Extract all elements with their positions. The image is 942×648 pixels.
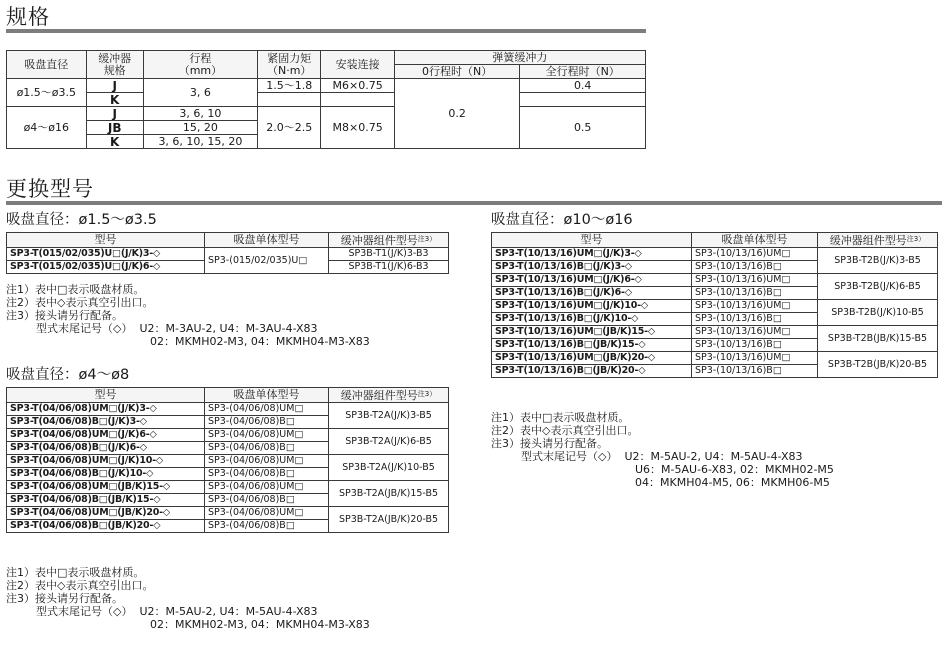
t2-unit: SP3-(04/06/08)B□ bbox=[205, 442, 329, 455]
g1-spring-full-blank bbox=[520, 93, 646, 107]
t2-note-1: 注1）表中□表示吸盘材质。 bbox=[6, 566, 145, 579]
t3-model: SP3-T(10/13/16)UM□(J/K)6-◇ bbox=[492, 274, 692, 287]
t1-kit: SP3B-T1(J/K)6-B3 bbox=[329, 261, 449, 274]
table-row bbox=[492, 352, 938, 365]
t2-unit: SP3-(04/06/08)UM□ bbox=[205, 403, 329, 416]
t2-model: SP3-T(04/06/08)UM□(JB/K)15-◇ bbox=[7, 481, 205, 494]
g1-connection-blank bbox=[321, 93, 394, 107]
t3-unit: SP3-(10/13/16)UM□ bbox=[692, 274, 818, 287]
t3-unit: SP3-(10/13/16)B□ bbox=[692, 287, 818, 300]
t2-model: SP3-T(04/06/08)B□(J/K)10-◇ bbox=[7, 468, 205, 481]
t3-hdr-model: 型号 bbox=[492, 233, 692, 248]
t2-model: SP3-T(04/06/08)B□(JB/K)15-◇ bbox=[7, 494, 205, 507]
table-row bbox=[7, 481, 449, 494]
t2-hdr-unit: 吸盘单体型号 bbox=[205, 388, 329, 403]
t3-suffix-line: U6：M-5AU-6-X83, 02：MKMH02-M5 bbox=[635, 463, 834, 476]
t3-unit: SP3-(10/13/16)UM□ bbox=[692, 248, 818, 261]
t2-unit: SP3-(04/06/08)UM□ bbox=[205, 507, 329, 520]
g1-torque: 1.5～1.8 bbox=[258, 79, 321, 93]
t3-kit: SP3B-T2B(J/K)10-B5 bbox=[818, 300, 938, 326]
t1-table bbox=[6, 232, 449, 274]
table-row bbox=[7, 455, 449, 468]
t3-model: SP3-T(10/13/16)UM□(J/K)3-◇ bbox=[492, 248, 692, 261]
g1-diameter: ø1.5～ø3.5 bbox=[7, 79, 87, 107]
t1-notes bbox=[6, 283, 370, 348]
t1-hdr-unit: 吸盘单体型号 bbox=[205, 233, 329, 248]
t3-kit: SP3B-T2B(JB/K)20-B5 bbox=[818, 352, 938, 378]
g2-buffer-k: K bbox=[86, 135, 143, 149]
t3-model: SP3-T(10/13/16)B□(J/K)6-◇ bbox=[492, 287, 692, 300]
t2-unit: SP3-(04/06/08)UM□ bbox=[205, 429, 329, 442]
t2-note-2: 注2）表中◇表示真空引出口。 bbox=[6, 579, 154, 592]
t2-table bbox=[6, 387, 449, 533]
t2-model: SP3-T(04/06/08)B□(J/K)3-◇ bbox=[7, 416, 205, 429]
table-row bbox=[7, 429, 449, 442]
t1-note-1: 注1）表中□表示吸盘材质。 bbox=[6, 283, 145, 296]
hdr-spring-full: 全行程时（N） bbox=[520, 65, 646, 79]
t2-model: SP3-T(04/06/08)B□(JB/K)20-◇ bbox=[7, 520, 205, 533]
t2-kit: SP3B-T2A(J/K)10-B5 bbox=[329, 455, 449, 481]
t3-notes bbox=[491, 411, 834, 489]
t1-suffix-line: U2：M-3AU-2, U4：M-3AU-4-X83 bbox=[139, 322, 318, 335]
t1-hdr-kit: 缓冲器组件型号$^{注3)}$ bbox=[329, 233, 449, 248]
g1-buffer-j: J bbox=[86, 79, 143, 93]
t2-unit: SP3-(04/06/08)B□ bbox=[205, 494, 329, 507]
spring-zero-value: 0.2 bbox=[394, 79, 520, 149]
t3-model: SP3-T(10/13/16)B□(JB/K)15-◇ bbox=[492, 339, 692, 352]
t2-kit: SP3B-T2A(JB/K)20-B5 bbox=[329, 507, 449, 533]
replace-title: 更换型号 bbox=[6, 177, 94, 201]
t3-model: SP3-T(10/13/16)B□(JB/K)20-◇ bbox=[492, 365, 692, 378]
specs-title-bar bbox=[6, 29, 646, 33]
t2-model: SP3-T(04/06/08)UM□(J/K)6-◇ bbox=[7, 429, 205, 442]
t3-note-2: 注2）表中◇表示真空引出口。 bbox=[491, 424, 639, 437]
t3-unit: SP3-(10/13/16)B□ bbox=[692, 261, 818, 274]
t3-subtitle: 吸盘直径：ø10～ø16 bbox=[491, 212, 633, 228]
g2-connection: M8×0.75 bbox=[321, 107, 394, 149]
table-row bbox=[7, 403, 449, 416]
specs-title: 规格 bbox=[6, 5, 50, 29]
g2-diameter: ø4～ø16 bbox=[7, 107, 87, 149]
t3-suffix-row bbox=[491, 450, 834, 463]
g2-torque: 2.0～2.5 bbox=[258, 107, 321, 149]
g2-stroke-j: 3, 6, 10 bbox=[143, 107, 257, 121]
t2-unit: SP3-(04/06/08)UM□ bbox=[205, 455, 329, 468]
t2-unit: SP3-(04/06/08)B□ bbox=[205, 520, 329, 533]
t2-notes bbox=[6, 566, 370, 631]
t1-model: SP3-T(015/02/035)U□(J/K)6-◇ bbox=[7, 261, 205, 274]
hdr-spring: 弹簧缓冲力 bbox=[394, 51, 645, 65]
t1-suffix-label: 型式末尾记号（◇） bbox=[36, 322, 133, 335]
t3-hdr-kit: 缓冲器组件型号$^{注3)}$ bbox=[818, 233, 938, 248]
t1-hdr-model: 型号 bbox=[7, 233, 205, 248]
t3-model: SP3-T(10/13/16)UM□(J/K)10-◇ bbox=[492, 300, 692, 313]
t2-subtitle: 吸盘直径：ø4～ø8 bbox=[6, 367, 130, 383]
t2-hdr-model: 型号 bbox=[7, 388, 205, 403]
t2-kit: SP3B-T2A(J/K)6-B5 bbox=[329, 429, 449, 455]
t2-body bbox=[7, 403, 449, 533]
t2-suffix-line: U2：M-5AU-2, U4：M-5AU-4-X83 bbox=[139, 605, 318, 618]
g2-stroke-k: 3, 6, 10, 15, 20 bbox=[143, 135, 257, 149]
t2-kit: SP3B-T2A(J/K)3-B5 bbox=[329, 403, 449, 429]
t3-body bbox=[492, 248, 938, 378]
t2-model: SP3-T(04/06/08)UM□(J/K)10-◇ bbox=[7, 455, 205, 468]
t3-unit: SP3-(10/13/16)UM□ bbox=[692, 326, 818, 339]
specs-table bbox=[6, 50, 646, 149]
hdr-spring-zero: 0行程时（N） bbox=[394, 65, 520, 79]
t3-note-1: 注1）表中□表示吸盘材质。 bbox=[491, 411, 630, 424]
hdr-buffer: 缓冲器 规格 bbox=[86, 51, 143, 79]
table-row bbox=[492, 300, 938, 313]
t1-suffix-line: 02：MKMH02-M3, 04：MKMH04-M3-X83 bbox=[150, 335, 370, 348]
t1-kit: SP3B-T1(J/K)3-B3 bbox=[329, 248, 449, 261]
t3-unit: SP3-(10/13/16)UM□ bbox=[692, 352, 818, 365]
hdr-connection: 安装连接 bbox=[321, 51, 394, 79]
t1-unit: SP3-(015/02/035)U□ bbox=[205, 248, 329, 274]
t2-model: SP3-T(04/06/08)B□(J/K)6-◇ bbox=[7, 442, 205, 455]
t1-note-2: 注2）表中◇表示真空引出口。 bbox=[6, 296, 154, 309]
t3-unit: SP3-(10/13/16)B□ bbox=[692, 339, 818, 352]
t3-hdr-unit: 吸盘单体型号 bbox=[692, 233, 818, 248]
hdr-diameter: 吸盘直径 bbox=[7, 51, 87, 79]
t3-suffix-line: 04：MKMH04-M5, 06：MKMH06-M5 bbox=[635, 476, 830, 489]
t2-unit: SP3-(04/06/08)UM□ bbox=[205, 481, 329, 494]
t2-unit: SP3-(04/06/08)B□ bbox=[205, 468, 329, 481]
g2-stroke-jb: 15, 20 bbox=[143, 121, 257, 135]
t1-model: SP3-T(015/02/035)U□(J/K)3-◇ bbox=[7, 248, 205, 261]
t3-model: SP3-T(10/13/16)B□(J/K)10-◇ bbox=[492, 313, 692, 326]
t3-table bbox=[491, 232, 938, 378]
t2-model: SP3-T(04/06/08)UM□(JB/K)20-◇ bbox=[7, 507, 205, 520]
table-row bbox=[492, 326, 938, 339]
t3-kit: SP3B-T2B(J/K)3-B5 bbox=[818, 248, 938, 274]
g1-stroke: 3, 6 bbox=[143, 79, 257, 107]
t2-suffix-row bbox=[6, 605, 370, 618]
g2-buffer-j: J bbox=[86, 107, 143, 121]
t1-note-3: 注3）接头请另行配备。 bbox=[6, 309, 123, 322]
t3-unit: SP3-(10/13/16)B□ bbox=[692, 313, 818, 326]
t3-suffix-label: 型式末尾记号（◇） bbox=[521, 450, 618, 463]
t3-unit: SP3-(10/13/16)B□ bbox=[692, 365, 818, 378]
t2-model: SP3-T(04/06/08)UM□(J/K)3-◇ bbox=[7, 403, 205, 416]
g1-buffer-k: K bbox=[86, 93, 143, 107]
t3-unit: SP3-(10/13/16)UM□ bbox=[692, 300, 818, 313]
table-row bbox=[7, 507, 449, 520]
t2-hdr-kit: 缓冲器组件型号$^{注3)}$ bbox=[329, 388, 449, 403]
g1-torque-blank bbox=[258, 93, 321, 107]
hdr-stroke: 行程 （mm） bbox=[143, 51, 257, 79]
table-row bbox=[492, 248, 938, 261]
t2-kit: SP3B-T2A(JB/K)15-B5 bbox=[329, 481, 449, 507]
t2-unit: SP3-(04/06/08)B□ bbox=[205, 416, 329, 429]
t3-note-3: 注3）接头请另行配备。 bbox=[491, 437, 608, 450]
t3-suffix-line: U2：M-5AU-2, U4：M-5AU-4-X83 bbox=[624, 450, 803, 463]
g1-connection: M6×0.75 bbox=[321, 79, 394, 93]
t1-subtitle: 吸盘直径：ø1.5～ø3.5 bbox=[6, 212, 157, 228]
t3-model: SP3-T(10/13/16)B□(J/K)3-◇ bbox=[492, 261, 692, 274]
t3-model: SP3-T(10/13/16)UM□(JB/K)20-◇ bbox=[492, 352, 692, 365]
g2-buffer-jb: JB bbox=[86, 121, 143, 135]
t3-kit: SP3B-T2B(J/K)6-B5 bbox=[818, 274, 938, 300]
t2-suffix-line: 02：MKMH02-M3, 04：MKMH04-M3-X83 bbox=[150, 618, 370, 631]
g1-spring-full: 0.4 bbox=[520, 79, 646, 93]
t2-suffix-label: 型式末尾记号（◇） bbox=[36, 605, 133, 618]
t3-kit: SP3B-T2B(JB/K)15-B5 bbox=[818, 326, 938, 352]
replace-title-bar bbox=[6, 201, 942, 205]
table-row bbox=[492, 274, 938, 287]
t2-note-3: 注3）接头请另行配备。 bbox=[6, 592, 123, 605]
t3-model: SP3-T(10/13/16)UM□(JB/K)15-◇ bbox=[492, 326, 692, 339]
hdr-torque: 紧固力矩 （N·m） bbox=[258, 51, 321, 79]
t1-suffix-row bbox=[6, 322, 370, 335]
g2-spring-full: 0.5 bbox=[520, 107, 646, 149]
